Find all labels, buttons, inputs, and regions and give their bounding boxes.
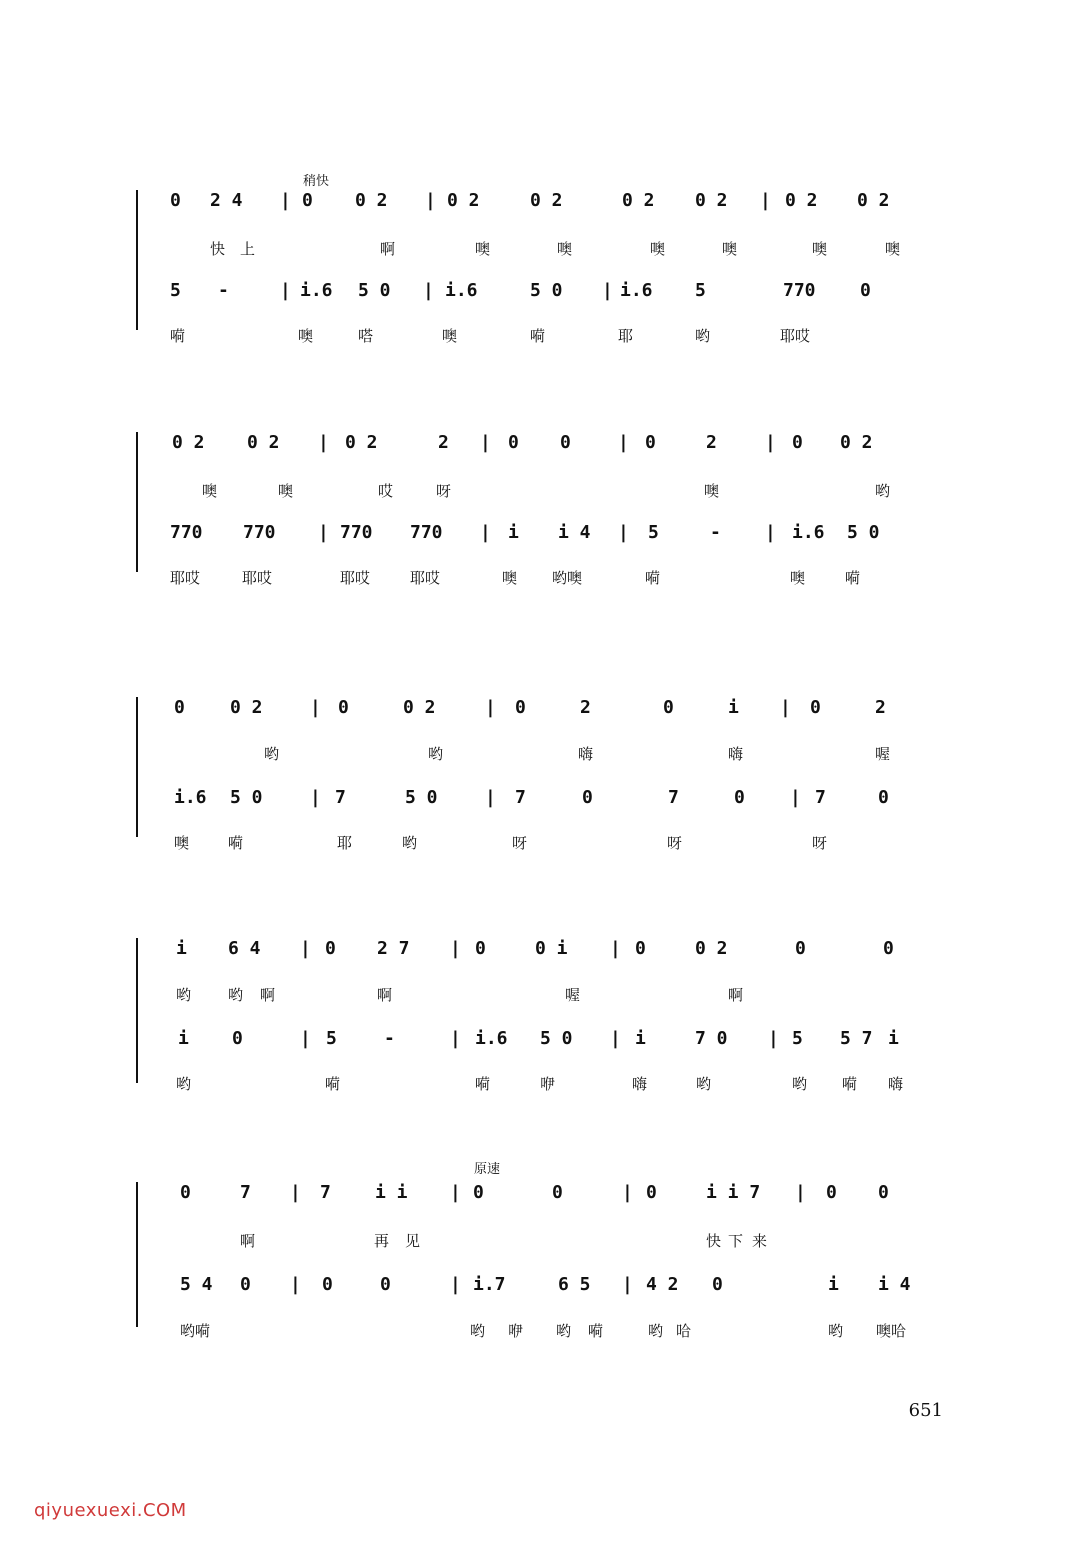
lyric: 噢	[298, 327, 314, 345]
note: 5	[170, 280, 181, 301]
note: 0	[826, 1182, 837, 1203]
bar-line: |	[602, 280, 613, 301]
note: i i	[375, 1182, 408, 1203]
note: 0	[302, 190, 313, 211]
lyric: 哟噢	[552, 569, 583, 587]
lyric: 耶	[618, 327, 634, 345]
bar-line: |	[280, 190, 291, 211]
note: 7	[320, 1182, 331, 1203]
note: -	[384, 1028, 395, 1049]
lyric: 哟	[556, 1322, 572, 1340]
bar-line: |	[290, 1274, 301, 1295]
note: 0	[232, 1028, 243, 1049]
lower-notes	[140, 280, 940, 310]
lyric: 呀	[436, 482, 452, 500]
bar-line: |	[622, 1182, 633, 1203]
tempo-mark-original: 原速	[474, 1162, 501, 1177]
lyric: 嗬	[645, 569, 661, 587]
lyric: 下	[728, 1232, 744, 1250]
lower-lyrics	[140, 567, 940, 591]
note: 0	[475, 938, 486, 959]
lyric: 嗨	[728, 745, 744, 763]
note: 0	[240, 1274, 251, 1295]
bar-line: |	[765, 522, 776, 543]
lyric: 呀	[667, 834, 683, 852]
lyric: 嗨	[578, 745, 594, 763]
lyric: 啊	[728, 986, 744, 1004]
lyric: 噢	[557, 240, 573, 258]
lyric: 咿	[540, 1075, 556, 1093]
note: 5 0	[847, 522, 880, 543]
bar-line: |	[480, 432, 491, 453]
lyric: 再	[374, 1232, 390, 1250]
note: 0	[473, 1182, 484, 1203]
note: 0	[663, 697, 674, 718]
lyric: 耶	[337, 834, 353, 852]
note: 0	[734, 787, 745, 808]
lyric: 嗨	[632, 1075, 648, 1093]
note: 0	[878, 787, 889, 808]
note: i	[508, 522, 519, 543]
note: i.7	[473, 1274, 506, 1295]
upper-notes	[140, 432, 940, 462]
note: 0 2	[785, 190, 818, 211]
system-brace	[136, 697, 138, 837]
system-brace	[136, 190, 138, 330]
note: 5	[326, 1028, 337, 1049]
lyric: 耶哎	[170, 569, 201, 587]
lyric: 哟	[402, 834, 418, 852]
bar-line: |	[795, 1182, 806, 1203]
note: 0	[878, 1182, 889, 1203]
note: 0 2	[230, 697, 263, 718]
note: 7	[240, 1182, 251, 1203]
lyric: 快	[210, 240, 226, 258]
lyric: 噢	[885, 240, 901, 258]
note: 0	[810, 697, 821, 718]
bar-line: |	[480, 522, 491, 543]
lyric: 噢	[722, 240, 738, 258]
note: i	[728, 697, 739, 718]
note: i.6	[174, 787, 207, 808]
lower-notes	[140, 787, 940, 817]
lyric: 哟	[428, 745, 444, 763]
note: 7	[515, 787, 526, 808]
system-brace	[136, 938, 138, 1083]
lower-lyrics	[140, 325, 940, 349]
lyric: 哎	[378, 482, 394, 500]
note: 7 0	[695, 1028, 728, 1049]
note: 0	[712, 1274, 723, 1295]
lyric: 呀	[512, 834, 528, 852]
note: 2	[580, 697, 591, 718]
note: 770	[340, 522, 373, 543]
lyric: 噢	[812, 240, 828, 258]
note: i 4	[558, 522, 591, 543]
note: 0 2	[172, 432, 205, 453]
upper-notes	[140, 190, 940, 220]
lyric: 哟	[696, 1075, 712, 1093]
note: i.6	[445, 280, 478, 301]
note: -	[710, 522, 721, 543]
note: 0	[635, 938, 646, 959]
note: 7	[335, 787, 346, 808]
lyric: 哟	[470, 1322, 486, 1340]
lower-notes	[140, 1274, 940, 1304]
lyric: 噢	[475, 240, 491, 258]
note: i 4	[878, 1274, 911, 1295]
note: 5	[695, 280, 706, 301]
lower-notes	[140, 522, 940, 552]
bar-line: |	[318, 522, 329, 543]
lyric: 来	[752, 1232, 768, 1250]
lyric: 噢	[790, 569, 806, 587]
note: 0	[582, 787, 593, 808]
lyric: 啊	[260, 986, 276, 1004]
upper-lyrics	[140, 238, 940, 262]
note: -	[218, 280, 229, 301]
lyric: 噢	[442, 327, 458, 345]
lyric: 喔	[565, 986, 581, 1004]
bar-line: |	[485, 787, 496, 808]
note: 0	[325, 938, 336, 959]
note: 770	[243, 522, 276, 543]
note: 2	[438, 432, 449, 453]
lyric: 哟	[648, 1322, 664, 1340]
lyric: 哟	[264, 745, 280, 763]
page-number: 651	[908, 1400, 943, 1421]
lyric: 耶哎	[242, 569, 273, 587]
lyric: 咿	[508, 1322, 524, 1340]
note: 0	[792, 432, 803, 453]
lyric: 哟	[875, 482, 891, 500]
lyric: 嗬	[530, 327, 546, 345]
lyric: 快	[706, 1232, 722, 1250]
note: 6 4	[228, 938, 261, 959]
lyric: 嗬	[475, 1075, 491, 1093]
note: i.6	[300, 280, 333, 301]
bar-line: |	[318, 432, 329, 453]
note: 2	[706, 432, 717, 453]
note: 0	[170, 190, 181, 211]
note: 0	[174, 697, 185, 718]
note: i.6	[475, 1028, 508, 1049]
lyric: 哈	[676, 1322, 692, 1340]
bar-line: |	[425, 190, 436, 211]
note: 0	[552, 1182, 563, 1203]
lyric: 噢	[174, 834, 190, 852]
note: 0	[646, 1182, 657, 1203]
note: 0 2	[695, 938, 728, 959]
note: 0 2	[247, 432, 280, 453]
lower-lyrics	[140, 1073, 940, 1097]
lyric: 噢哈	[876, 1322, 907, 1340]
bar-line: |	[768, 1028, 779, 1049]
bar-line: |	[450, 1028, 461, 1049]
note: 5 0	[358, 280, 391, 301]
lyric: 上	[240, 240, 256, 258]
lyric: 嗬	[325, 1075, 341, 1093]
lyric: 嗬	[842, 1075, 858, 1093]
bar-line: |	[760, 190, 771, 211]
note: i.6	[792, 522, 825, 543]
note: 0	[515, 697, 526, 718]
system-brace	[136, 432, 138, 572]
upper-notes	[140, 697, 940, 727]
note: 0	[338, 697, 349, 718]
note: 7	[668, 787, 679, 808]
note: 5 0	[540, 1028, 573, 1049]
note: i i 7	[706, 1182, 761, 1203]
note: 2	[875, 697, 886, 718]
bar-line: |	[300, 938, 311, 959]
bar-line: |	[780, 697, 791, 718]
note: 0 2	[345, 432, 378, 453]
bar-line: |	[790, 787, 801, 808]
upper-lyrics	[140, 743, 940, 767]
bar-line: |	[610, 1028, 621, 1049]
lyric: 耶哎	[410, 569, 441, 587]
note: i	[828, 1274, 839, 1295]
lyric: 嗬	[588, 1322, 604, 1340]
lyric: 噢	[650, 240, 666, 258]
bar-line: |	[622, 1274, 633, 1295]
lyric: 哟	[792, 1075, 808, 1093]
bar-line: |	[310, 697, 321, 718]
note: 5 7	[840, 1028, 873, 1049]
lower-notes	[140, 1028, 940, 1058]
bar-line: |	[423, 280, 434, 301]
lower-lyrics	[140, 1320, 940, 1344]
bar-line: |	[450, 1274, 461, 1295]
note: 0 2	[530, 190, 563, 211]
note: 0 2	[403, 697, 436, 718]
note: 0	[180, 1182, 191, 1203]
lyric: 啊	[377, 986, 393, 1004]
note: 7	[815, 787, 826, 808]
note: 0	[795, 938, 806, 959]
lower-lyrics	[140, 832, 940, 856]
note: 0	[560, 432, 571, 453]
note: 5 4	[180, 1274, 213, 1295]
lyric: 哟嗬	[180, 1322, 211, 1340]
upper-lyrics	[140, 984, 940, 1008]
note: i	[888, 1028, 899, 1049]
upper-lyrics	[140, 1230, 940, 1254]
bar-line: |	[290, 1182, 301, 1203]
upper-notes	[140, 1182, 940, 1212]
lyric: 嗬	[170, 327, 186, 345]
lyric: 啊	[240, 1232, 256, 1250]
lyric: 噢	[202, 482, 218, 500]
note: 2 7	[377, 938, 410, 959]
note: 0 i	[535, 938, 568, 959]
lyric: 哟	[828, 1322, 844, 1340]
bar-line: |	[300, 1028, 311, 1049]
lyric: 噢	[704, 482, 720, 500]
bar-line: |	[485, 697, 496, 718]
bar-line: |	[618, 522, 629, 543]
system-brace	[136, 1182, 138, 1327]
note: 770	[410, 522, 443, 543]
lyric: 嗨	[888, 1075, 904, 1093]
note: 770	[783, 280, 816, 301]
note: 5 0	[530, 280, 563, 301]
tempo-mark-faster: 稍快	[303, 174, 330, 189]
lyric: 哟	[176, 1075, 192, 1093]
note: 2 4	[210, 190, 243, 211]
note: 770	[170, 522, 203, 543]
note: 0 2	[695, 190, 728, 211]
note: 0	[883, 938, 894, 959]
note: 5 0	[230, 787, 263, 808]
note: i	[178, 1028, 189, 1049]
lyric: 耶哎	[340, 569, 371, 587]
note: 6 5	[558, 1274, 591, 1295]
lyric: 喔	[875, 745, 891, 763]
upper-lyrics	[140, 480, 940, 504]
note: 0 2	[840, 432, 873, 453]
bar-line: |	[618, 432, 629, 453]
bar-line: |	[310, 787, 321, 808]
note: 0	[380, 1274, 391, 1295]
lyric: 见	[405, 1232, 421, 1250]
bar-line: |	[450, 938, 461, 959]
note: 0 2	[355, 190, 388, 211]
lyric: 哟	[228, 986, 244, 1004]
note: 0	[508, 432, 519, 453]
note: 0 2	[447, 190, 480, 211]
note: 0 2	[622, 190, 655, 211]
bar-line: |	[280, 280, 291, 301]
note: i	[176, 938, 187, 959]
lyric: 耶哎	[780, 327, 811, 345]
lyric: 嗬	[228, 834, 244, 852]
note: 0	[860, 280, 871, 301]
bar-line: |	[450, 1182, 461, 1203]
note: 5	[792, 1028, 803, 1049]
note: 0	[645, 432, 656, 453]
lyric: 呀	[812, 834, 828, 852]
note: 0 2	[857, 190, 890, 211]
note: 0	[322, 1274, 333, 1295]
note: i	[635, 1028, 646, 1049]
note: 5	[648, 522, 659, 543]
note: 4 2	[646, 1274, 679, 1295]
watermark: qiyuexuexi.COM	[34, 1500, 187, 1521]
lyric: 哟	[695, 327, 711, 345]
note: 5 0	[405, 787, 438, 808]
lyric: 啊	[380, 240, 396, 258]
lyric: 噢	[278, 482, 294, 500]
bar-line: |	[765, 432, 776, 453]
lyric: 嗬	[845, 569, 861, 587]
lyric: 噢	[502, 569, 518, 587]
lyric: 嗒	[358, 327, 374, 345]
bar-line: |	[610, 938, 621, 959]
note: i.6	[620, 280, 653, 301]
upper-notes	[140, 938, 940, 968]
lyric: 哟	[176, 986, 192, 1004]
